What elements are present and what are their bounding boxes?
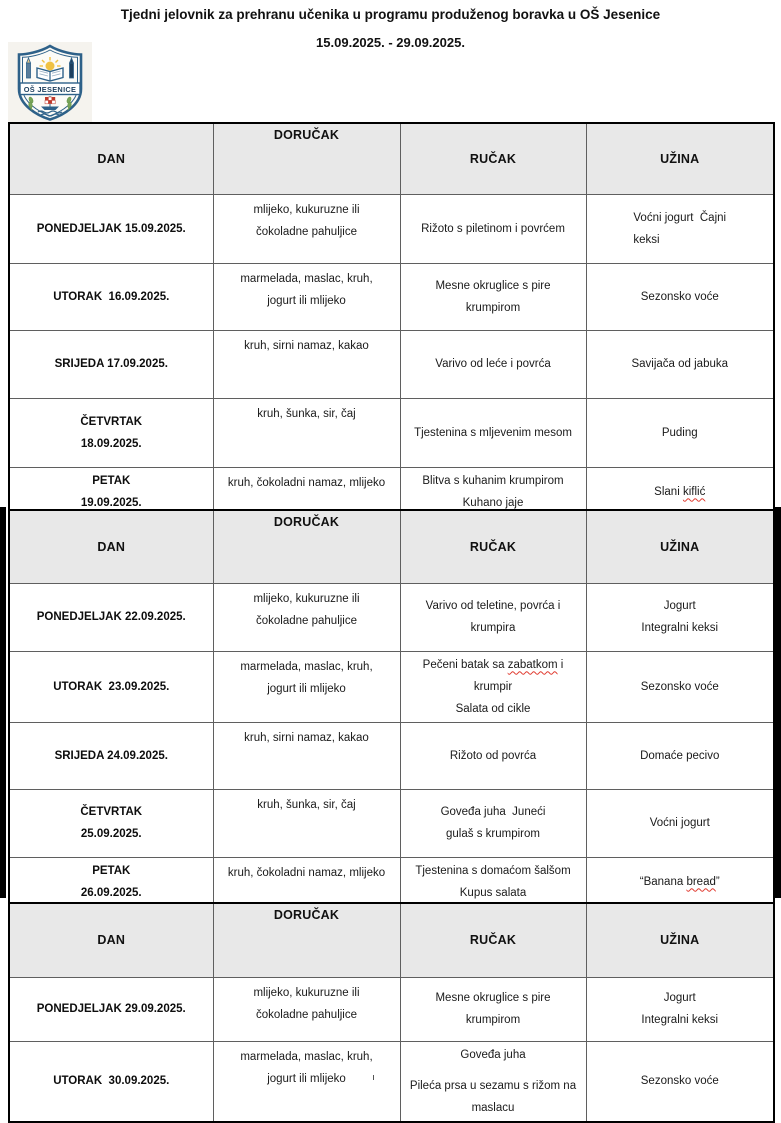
menu-line: kruh, šunka, sir, čaj — [257, 407, 356, 420]
menu-line: jogurt ili mlijeko — [267, 1072, 346, 1085]
menu-line: Pileća prsa u sezamu s rižom na — [409, 1079, 577, 1092]
breakfast-cell — [213, 263, 400, 330]
day-cell — [9, 583, 213, 651]
menu-line: ČETVRTAK — [80, 806, 143, 818]
line-gap — [407, 1066, 580, 1075]
header-row — [9, 510, 774, 583]
menu-line: jogurt ili mlijeko — [267, 294, 346, 307]
snack-cell — [586, 330, 774, 398]
menu-line: PONEDJELJAK 29.09.2025. — [36, 1003, 186, 1015]
menu-line: PETAK — [92, 474, 131, 487]
menu-line: UTORAK 23.09.2025. — [53, 680, 170, 693]
misspelled-word: kiflić — [682, 485, 706, 498]
menu-line: marmelada, maslac, kruh, — [240, 1050, 373, 1063]
menu-line: Salata od cikle — [455, 702, 531, 715]
menu-line: Integralni keksi — [641, 1014, 719, 1026]
menu-line: krumpirom — [465, 301, 521, 314]
menu-line: Tjestenina s domaćom šalšom — [415, 864, 571, 877]
menu-line: kruh, čokoladni namaz, mlijeko — [227, 476, 386, 489]
lunch-cell — [400, 583, 586, 651]
menu-line: Pečeni batak sa zabatkom i — [422, 658, 564, 671]
school-logo — [8, 42, 92, 122]
lunch-cell — [400, 398, 586, 467]
menu-line: marmelada, maslac, kruh, — [240, 660, 373, 673]
table-row — [9, 977, 774, 1041]
menu-line: Kupus salata — [459, 886, 527, 899]
column-header-doruak: DORUČAK — [213, 903, 400, 977]
menu-line: Jogurt — [663, 992, 696, 1004]
menu-line: kruh, čokoladni namaz, mlijeko — [227, 866, 386, 879]
header-row — [9, 903, 774, 977]
day-cell — [9, 263, 213, 330]
lunch-cell — [400, 722, 586, 789]
breakfast-cell — [213, 789, 400, 857]
table-row — [9, 651, 774, 722]
menu-line: čokoladne pahuljice — [255, 1008, 358, 1021]
menu-line: Slani kiflić — [654, 485, 706, 498]
misspelled-word: bread — [686, 875, 716, 888]
menu-line: Voćni jogurt Čajni — [633, 211, 727, 224]
menu-line: krumpir — [473, 680, 513, 693]
menu-line: Integralni keksi — [641, 622, 719, 634]
breakfast-cell — [213, 722, 400, 789]
menu-line: kruh, šunka, sir, čaj — [257, 798, 356, 811]
table-row — [9, 263, 774, 330]
day-cell — [9, 330, 213, 398]
day-cell — [9, 194, 213, 263]
menu-line: Domaće pecivo — [640, 749, 720, 762]
menu-line: 19.09.2025. — [80, 496, 142, 509]
day-cell — [9, 789, 213, 857]
snack-cell — [586, 194, 774, 263]
snack-cell — [586, 583, 774, 651]
text-block — [633, 207, 726, 251]
snack-cell — [586, 398, 774, 467]
lunch-cell — [400, 1041, 586, 1122]
day-cell — [9, 1041, 213, 1122]
menu-line: SRIJEDA 24.09.2025. — [54, 749, 168, 762]
menu-line: mlijeko, kukuruzne ili — [253, 592, 360, 605]
breakfast-cell — [213, 398, 400, 467]
table-row — [9, 1041, 774, 1122]
date-range: 15.09.2025. - 29.09.2025. — [316, 35, 465, 50]
snack-cell — [586, 722, 774, 789]
menu-line: Mesne okruglice s pire — [435, 992, 551, 1004]
menu-line: ČETVRTAK — [80, 415, 143, 428]
snack-cell — [586, 857, 774, 907]
menu-line: 18.09.2025. — [80, 437, 142, 450]
table-row — [9, 789, 774, 857]
table-row — [9, 857, 774, 907]
menu-line: Varivo od teletine, povrća i — [425, 600, 561, 612]
menu-line: PONEDJELJAK 22.09.2025. — [36, 611, 186, 623]
page-edge-bar-left — [0, 507, 6, 898]
table-row — [9, 330, 774, 398]
column-header-ruak: RUČAK — [400, 510, 586, 583]
menu-table-week-2 — [8, 509, 775, 908]
column-header-uina: UŽINA — [586, 510, 774, 583]
menu-table-week-3 — [8, 902, 775, 1123]
breakfast-cell — [213, 330, 400, 398]
lunch-cell — [400, 330, 586, 398]
snack-cell — [586, 789, 774, 857]
menu-line: Sezonsko voće — [640, 680, 719, 693]
menu-line: mlijeko, kukuruzne ili — [253, 986, 360, 999]
menu-line: Rižoto s piletinom i povrćem — [421, 222, 565, 235]
menu-line: čokoladne pahuljice — [255, 614, 358, 627]
menu-line: UTORAK 30.09.2025. — [53, 1075, 170, 1087]
column-header-ruak: RUČAK — [400, 123, 586, 194]
snack-cell — [586, 263, 774, 330]
lunch-cell — [400, 651, 586, 722]
menu-line: Savijača od jabuka — [631, 358, 729, 370]
menu-line: Goveđa juha — [460, 1048, 526, 1061]
snack-cell — [586, 977, 774, 1041]
menu-line: mlijeko, kukuruzne ili — [253, 203, 360, 216]
menu-line: SRIJEDA 17.09.2025. — [54, 358, 168, 370]
breakfast-cell — [213, 977, 400, 1041]
school-crest-icon — [8, 42, 92, 122]
menu-table-week-1 — [8, 122, 775, 518]
breakfast-cell — [213, 1041, 400, 1122]
menu-line: Voćni jogurt — [649, 817, 710, 829]
menu-line: Sezonsko voće — [640, 290, 719, 303]
column-header-uina: UŽINA — [586, 903, 774, 977]
page-edge-bar-right — [775, 507, 781, 898]
column-header-dan: DAN — [9, 903, 213, 977]
logo-text: OŠ JESENICE — [23, 85, 77, 94]
pencil-icon — [27, 58, 31, 78]
column-header-doruak: DORUČAK — [213, 510, 400, 583]
column-header-ruak: RUČAK — [400, 903, 586, 977]
lunch-cell — [400, 789, 586, 857]
day-cell — [9, 977, 213, 1041]
menu-line: Sezonsko voće — [640, 1075, 719, 1087]
menu-line: jogurt ili mlijeko — [267, 682, 346, 695]
menu-line: 26.09.2025. — [80, 886, 142, 899]
menu-line: PONEDJELJAK 15.09.2025. — [36, 222, 186, 235]
menu-line: krumpirom — [465, 1014, 521, 1026]
table-row — [9, 194, 774, 263]
menu-line: čokoladne pahuljice — [255, 225, 358, 238]
menu-line: marmelada, maslac, kruh, — [240, 272, 373, 285]
menu-line: Rižoto od povrća — [449, 749, 537, 762]
column-header-dan: DAN — [9, 510, 213, 583]
menu-line: keksi — [633, 233, 660, 246]
menu-line: maslacu — [471, 1101, 515, 1114]
breakfast-cell — [213, 857, 400, 907]
breakfast-cell — [213, 651, 400, 722]
column-header-dan: DAN — [9, 123, 213, 194]
menu-line: Varivo od leće i povrća — [435, 358, 551, 370]
column-header-uina: UŽINA — [586, 123, 774, 194]
column-header-doruak: DORUČAK — [213, 123, 400, 194]
table-row — [9, 583, 774, 651]
menu-line: PETAK — [92, 864, 131, 877]
breakfast-cell — [213, 194, 400, 263]
menu-line: kruh, sirni namaz, kakao — [244, 339, 369, 352]
menu-line: Mesne okruglice s pire — [435, 279, 551, 292]
lunch-cell — [400, 977, 586, 1041]
header-row — [9, 123, 774, 194]
breakfast-cell — [213, 583, 400, 651]
menu-line: Goveđa juha Juneći — [440, 806, 546, 818]
page-title: Tjedni jelovnik za prehranu učenika u programu produženog boravka u OŠ Jesenice — [120, 7, 661, 22]
misspelled-word: zabatkom — [507, 658, 558, 671]
day-cell — [9, 651, 213, 722]
lunch-cell — [400, 263, 586, 330]
menu-line: kruh, sirni namaz, kakao — [244, 731, 369, 744]
menu-line: Tjestenina s mljevenim mesom — [414, 426, 572, 439]
menu-line: krumpira — [470, 622, 516, 634]
day-cell — [9, 722, 213, 789]
menu-line: Puding — [661, 426, 698, 439]
menu-line: Jogurt — [663, 600, 696, 612]
menu-line: UTORAK 16.09.2025. — [53, 290, 170, 303]
table-row — [9, 722, 774, 789]
menu-line: “Banana bread” — [639, 875, 720, 888]
day-cell — [9, 857, 213, 907]
snack-cell — [586, 1041, 774, 1122]
snack-cell — [586, 651, 774, 722]
menu-line: 25.09.2025. — [80, 828, 142, 840]
lunch-cell — [400, 194, 586, 263]
table-row — [9, 398, 774, 467]
menu-line: gulaš s krumpirom — [446, 828, 540, 840]
menu-line: Kuhano jaje — [462, 496, 524, 509]
pen-icon — [70, 58, 74, 78]
menu-line: Blitva s kuhanim krumpirom — [422, 474, 564, 487]
lunch-cell — [400, 857, 586, 907]
day-cell — [9, 398, 213, 467]
